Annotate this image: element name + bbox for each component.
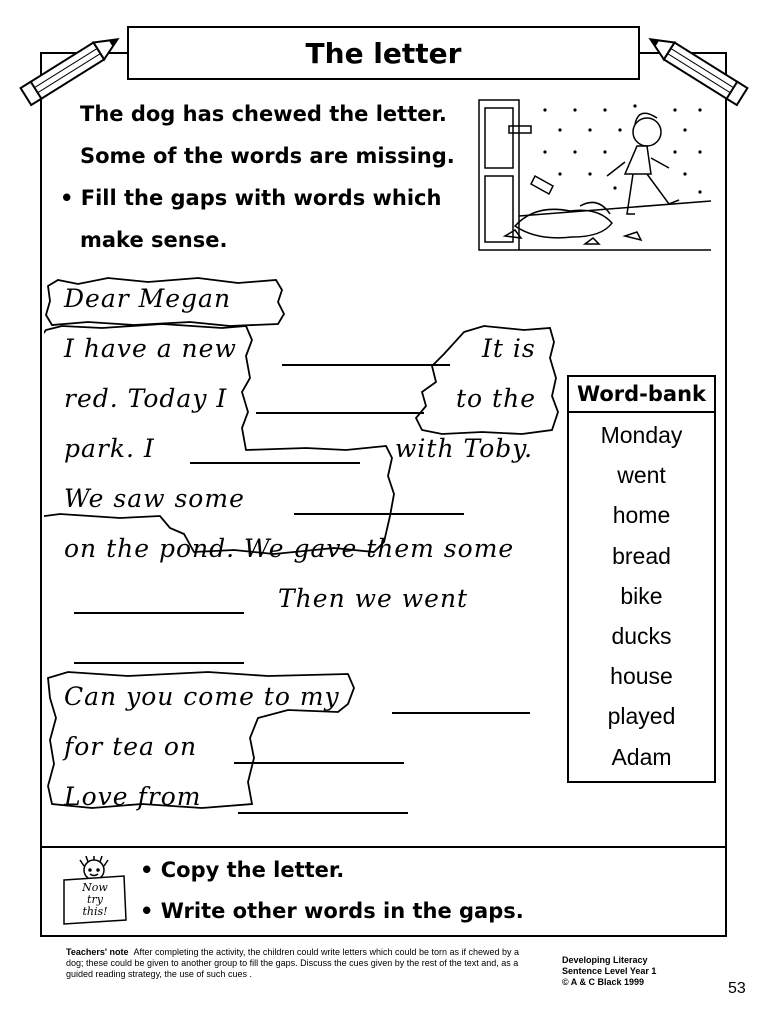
letter-greeting: Dear Megan (64, 284, 232, 313)
pencil-left-icon (10, 28, 130, 110)
gap-9[interactable] (238, 812, 408, 814)
page-title: The letter (127, 26, 640, 80)
task-copy-letter: • Copy the letter. (140, 858, 345, 882)
gap-6[interactable] (74, 662, 244, 664)
word-bank-item: bread (612, 542, 671, 569)
instruction-line-2: Some of the words are missing. (80, 144, 455, 168)
gap-2[interactable] (256, 412, 424, 414)
instruction-line-1: The dog has chewed the letter. (80, 102, 447, 126)
page-number: 53 (728, 980, 746, 997)
gap-4[interactable] (294, 513, 464, 515)
now-try-this-text: Now try this! (82, 881, 108, 918)
book-credits: Developing Literacy Sentence Level Year 1 © A & C Black 1999 (562, 955, 657, 987)
word-bank-list (569, 413, 714, 777)
letter-line-4a: We saw some (64, 484, 245, 513)
letter-line-2b: to the (456, 384, 536, 413)
word-bank-item: went (617, 462, 666, 489)
word-bank-item: home (612, 502, 671, 529)
gap-7[interactable] (392, 712, 530, 714)
letter-line-3b: with Toby. (395, 434, 534, 463)
word-bank-item: played (607, 703, 676, 730)
letter-line-9: Love from (64, 782, 202, 811)
now-try-this-sign (58, 856, 130, 926)
gap-8[interactable] (234, 762, 404, 764)
word-bank-item: bike (620, 582, 663, 609)
task-write-other-words: • Write other words in the gaps. (140, 899, 524, 923)
instruction-line-4: make sense. (80, 228, 228, 252)
word-bank-item: Monday (600, 422, 683, 448)
letter-line-8: for tea on (64, 732, 198, 761)
letter-line-2a: red. Today I (64, 384, 228, 413)
letter-line-5: on the pond. We gave them some (64, 534, 515, 563)
teachers-note: Teachers' note After completing the activity, the children could write letters which could be torn as if chewed by a dog; these could be given to another group to fill the gaps. Discuss the cues given by the rest of the text and, as a guided reading strategy, the use of such cues . (66, 947, 520, 979)
gap-3[interactable] (190, 462, 360, 464)
word-bank-item: Adam (611, 743, 672, 770)
gap-5[interactable] (74, 612, 244, 614)
section-divider (40, 846, 727, 848)
gap-1[interactable] (282, 364, 450, 366)
letter-line-3a: park. I (64, 434, 155, 463)
letter-line-1a: I have a new (64, 334, 237, 363)
letter-line-1b: It is (482, 334, 536, 363)
instruction-line-3: • Fill the gaps with words which (60, 186, 442, 210)
word-bank-item: ducks (611, 622, 672, 649)
word-bank-heading: Word-bank (569, 377, 714, 413)
dog-chewing-letter-illustration (475, 96, 715, 258)
word-bank-item: house (610, 663, 673, 690)
word-bank (567, 375, 716, 783)
letter-line-6: Then we went (278, 584, 469, 613)
letter-line-7: Can you come to my (64, 682, 340, 711)
